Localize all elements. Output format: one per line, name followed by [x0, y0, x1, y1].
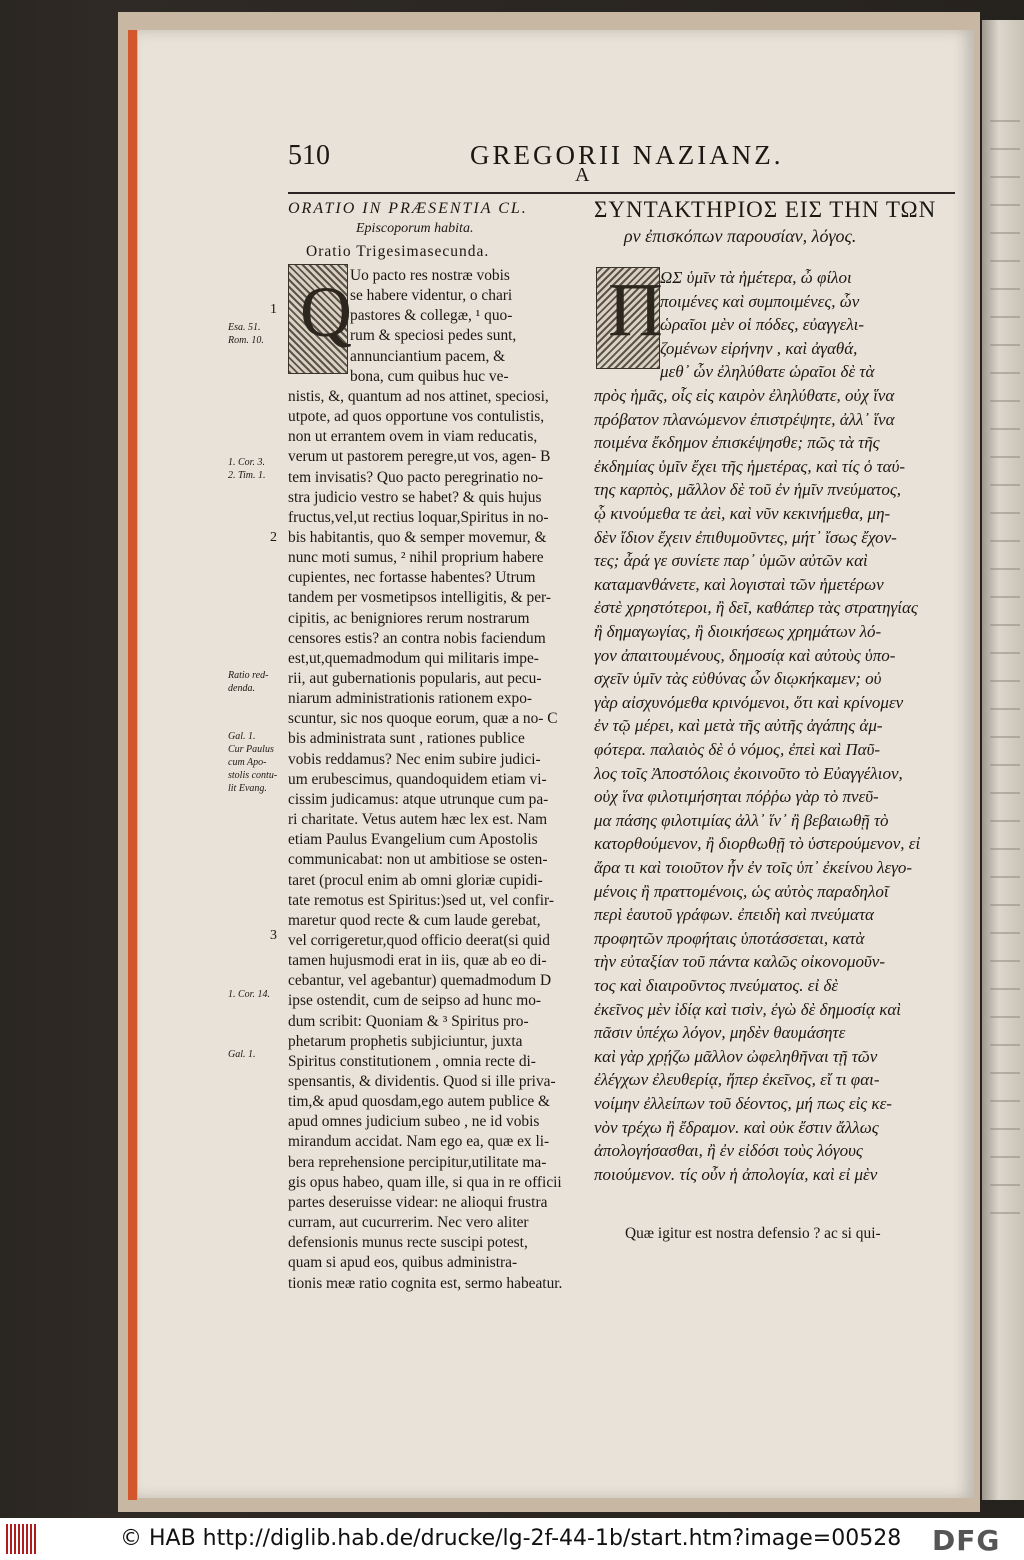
greek-text-line: ΩΣ ὑμῖν τὰ ἡμέτερα, ὦ φίλοι [660, 268, 852, 287]
margin-note: 1. Cor. 14. [228, 989, 270, 1000]
latin-text-line: gis opus habeo, quam ille, si qua in re officii [288, 1173, 562, 1191]
header-rule [288, 192, 955, 194]
latin-text-line: censores estis? an contra nobis faciendum [288, 629, 546, 647]
margin-note: Esa. 51. [228, 322, 261, 333]
facing-page-edge [982, 20, 1024, 1500]
latin-text-line: communicabat: non ut ambitiose se osten- [288, 851, 548, 869]
latin-title-line3: Oratio Trigesimasecunda. [306, 243, 490, 260]
greek-title-line1: ΣΥΝΤΑΚΤΗΡΙΟΣ ΕΙΣ ΤΗΝ ΤΩΝ [594, 197, 937, 222]
latin-text-line: tandem per vosmetipsos intelligitis, & per- [288, 589, 552, 607]
latin-text-line: est,ut,quemadmodum qui militaris impe- [288, 649, 539, 667]
greek-text-line: ἐν τῷ μέρει, καὶ μετὰ τῆς αὐτῆς ἀγάπης ἀμ- [594, 716, 883, 736]
greek-text-line: ἐστὲ χρηστότεροι, ἢ δεῖ, καθάπερ τὰς στρατηγίας [594, 598, 918, 618]
latin-text-line: pastores & collegæ, ¹ quo- [350, 307, 513, 325]
margin-note: 1. Cor. 3. [228, 457, 265, 468]
latin-text-line: ipse ostendit, cum de seipso ad hunc mo- [288, 992, 542, 1010]
latin-text-line: se habere videntur, o chari [350, 287, 513, 305]
greek-text-line: ἐλέγχων ἐλευθερίᾳ, ἤπερ ἐκεῖνος, εἴ τι φαι- [594, 1070, 880, 1090]
latin-text-line: verum ut pastorem peregre,ut vos, agen- B [288, 448, 551, 466]
page-number: 510 [288, 140, 330, 171]
latin-text-line: bis habitantis, quo & semper movemur, & [288, 528, 547, 546]
greek-text-line: πρὸς ἡμᾶς, οἷς εἰς καιρὸν ἐληλύθατε, οὐχ ἵνα [594, 386, 895, 405]
latin-text-line: nunc moti sumus, ² nihil proprium habere [288, 549, 544, 567]
latin-title-line2: Episcoporum habita. [356, 221, 474, 236]
greek-text-line: πρόβατον πλανώμενον ἐπιστρέψητε, ἀλλ᾽ ἵνα [594, 409, 895, 429]
margin-note: Cur Paulus [228, 744, 274, 755]
greek-text-line: μεθ᾽ ὧν ἐληλύθατε ὡραῖοι δὲ τὰ [660, 362, 875, 382]
greek-text-line: τος καὶ διαιροῦντος πνεύματος. εἰ δὲ [594, 976, 839, 995]
footnote-number-3: 3 [270, 928, 277, 943]
latin-text-line: phetarum prophetis subjiciuntur, juxta [288, 1032, 523, 1050]
latin-text-line: maretur quod recte & cum laude gerebat, [288, 911, 541, 929]
latin-text-line: cipitis, ac benigniores rerum nostrarum [288, 609, 530, 627]
latin-text-line: cupientes, nec fortasse habentes? Utrum [288, 569, 536, 587]
greek-text-line: ποιμένες καὶ συμποιμένες, ὧν [660, 291, 860, 311]
greek-text-line: νὸν τρέχω ἢ ἔδραμον. καὶ οὐκ ἔστιν ἄλλως [594, 1117, 879, 1137]
latin-text-line: bona, cum quibus huc ve- [350, 367, 509, 385]
latin-text-line: nistis, &, quantum ad nos attinet, speciosi, [288, 387, 549, 405]
latin-text-line: rii, aut gubernationis popularis, aut pecu- [288, 670, 542, 687]
footer-bar [0, 1518, 1024, 1560]
margin-note: Rom. 10. [228, 335, 264, 346]
greek-text-line: σχεῖν ὑμῖν τὰς εὐθύνας ὧν διῳκήκαμεν; οὐ [594, 669, 882, 689]
margin-note: stolis contu- [228, 770, 278, 781]
latin-text-line: tate remotus est Spiritus:)sed ut, vel confir- [288, 891, 554, 909]
latin-text-line: rum & speciosi pedes sunt, [350, 327, 517, 345]
latin-title-line1: ORATIO IN PRÆSENTIA CL. [288, 200, 528, 217]
latin-text-line: apud omnes judicium subeo , ne id vobis [288, 1113, 540, 1131]
greek-text-line: ἢ δημαγωγίας, ἢ διοικήσεως χρημάτων λό- [594, 622, 882, 641]
greek-text-line: φότερα. παλαιὸς δὲ ὁ νόμος, ἐπεὶ καὶ Παῦ- [594, 740, 881, 759]
latin-text-line: annunciantium pacem, & [350, 347, 506, 365]
greek-text-line: λος τοῖς Ἀποστόλοις ἐκοινοῦτο τὸ Εὐαγγέλιον, [594, 763, 903, 783]
latin-drop-cap-letter: Q [300, 272, 352, 352]
red-page-edge [128, 30, 137, 1500]
latin-text-line: taret (procul enim ab omni gloriæ cupidi- [288, 871, 543, 889]
greek-text-line: ᾧ κινούμεθα τε ἀεὶ, καὶ νῦν κεκινήμεθα, μη- [594, 504, 891, 523]
greek-text-line: ἀπολογήσασθαι, ἢ ἐν εἰδόσι τοὺς λόγους [594, 1141, 863, 1161]
margin-note: lit Evang. [228, 783, 267, 794]
latin-text-line: niarum administrationis rationem expo- [288, 690, 533, 708]
margin-note: denda. [228, 683, 255, 694]
latin-tail-line: Quæ igitur est nostra defensio ? ac si qui- [625, 1225, 881, 1242]
greek-text-line: τὴν εὐταξίαν τοῦ πάντα καλῶς οἰκονομοῦν- [594, 952, 885, 972]
latin-text-line: tim,& apud quosdam,ego autem publice & [288, 1093, 551, 1111]
greek-text-line: καὶ γὰρ χρῄζω μᾶλλον ὠφεληθῆναι τῇ τῶν [594, 1046, 878, 1066]
latin-text-line: tem invisatis? Quo pacto peregrinatio no- [288, 468, 544, 486]
latin-text-line: scuntur, sic nos quoque eorum, quæ a no- C [288, 710, 558, 728]
latin-text-line: mirandum accidat. Nam ego ea, quæ ex li- [288, 1133, 550, 1151]
latin-text-line: defensionis munus recte suscipi potest, [288, 1234, 528, 1252]
section-marker: A [575, 164, 590, 186]
latin-text-line: vobis reddamus? Nec enim subire judici- [288, 750, 541, 768]
latin-text-line: fructus,vel,ut rectius loquar,Spiritus in no- [288, 508, 549, 526]
greek-text-line: ὡραῖοι μὲν οἱ πόδες, εὐαγγελι- [660, 315, 865, 335]
greek-text-line: δὲν ἴδιον ἔχειν ἐπιθυμοῦντες, μήτ᾽ ἴσως ἔχον- [594, 527, 897, 547]
margin-note: 2. Tim. 1. [228, 470, 266, 481]
greek-text-line: προφητῶν προφήταις ὑποτάσσεται, κατὰ [594, 928, 865, 948]
latin-text-line: tamen hujusmodi erat in iis, quæ ab eo di- [288, 952, 547, 970]
greek-text-line: μένοις ἢ πραττομένοις, ὡς αὐτὸς παραδηλοῖ [594, 881, 889, 901]
greek-text-line: περὶ ἑαυτοῦ γράφων. ἐπειδὴ καὶ πνεύματα [594, 905, 874, 925]
margin-note: Ratio red- [228, 670, 269, 681]
latin-text-line: Uo pacto res nostræ vobis [350, 267, 510, 284]
greek-text-line: μα πάσης φιλοτιμίας ἀλλ᾽ ἵν᾽ ἢ βεβαιωθῇ τὸ [594, 810, 889, 830]
greek-text-line: ἐκεῖνος μὲν ἰδίᾳ καὶ τισὶν, ἐγὼ δὲ δημοσίᾳ καὶ [594, 999, 901, 1019]
greek-text-line: νοίμην ἐλλείπων τοῦ δέοντος, μή πως εἰς κε- [594, 1094, 892, 1113]
margin-note: Gal. 1. [228, 1049, 256, 1060]
greek-text-line: ἄρα τι καὶ τοιοῦτον ἦν ἐν τοῖς ὑπ᾽ ἐκείνου λεγο- [594, 858, 913, 877]
greek-drop-cap-letter: Π [608, 268, 663, 352]
latin-text-line: quam si apud eos, quibus administra- [288, 1254, 518, 1272]
margin-note: Gal. 1. [228, 731, 256, 742]
latin-text-line: tionis meæ ratio cognita est, sermo habeatur. [288, 1274, 563, 1292]
latin-text-line: cissim judicamus: atque utrunque cum pa- [288, 790, 549, 808]
greek-text-line: ἐκδημίας ὑμῖν ἔχει τῆς ἡμετέρας, καὶ τίς ὁ ταύ- [594, 456, 906, 476]
footnote-number-2: 2 [270, 530, 277, 545]
greek-text-line: ποιούμενον. τίς οὖν ἡ ἀπολογία, καὶ εἰ μὲν [594, 1164, 878, 1184]
greek-text-line: γον ἀπαιτουμένους, δημοσίᾳ καὶ αὐτοὺς ὑπο- [594, 645, 896, 665]
greek-text-line: ζομένων εἰρήνην , καὶ ἀγαθά, [660, 338, 858, 358]
latin-text-line: curram, aut cucurrerim. Nec vero aliter [288, 1214, 529, 1232]
latin-text-line: non ut errantem ovem in viam reducatis, [288, 428, 538, 446]
footnote-number-1: 1 [270, 302, 277, 317]
latin-text-line: ri charitate. Vetus autem hæc lex est. Nam [288, 811, 548, 829]
greek-text-line: οὐχ ἵνα φιλοτιμήσηται πόῤῥω γὰρ τὸ πνεῦ- [594, 787, 879, 807]
greek-text-line: γὰρ αἰσχυνόμεθα κρινόμενοι, ὅτι καὶ κρίνομεν [594, 692, 904, 712]
greek-title-line2: ρν ἐπισκόπων παρουσίαν, λόγος. [624, 226, 857, 246]
margin-note: cum Apo- [228, 757, 267, 768]
hab-logo-icon [6, 1524, 36, 1554]
dfg-logo: DFG [932, 1524, 1001, 1557]
latin-text-line: dum scribit: Quoniam & ³ Spiritus pro- [288, 1012, 529, 1030]
latin-text-line: um erubescimus, quandoquidem etiam vi- [288, 770, 547, 788]
latin-text-line: spensantis, & dividentis. Quod si ille priva- [288, 1073, 556, 1090]
greek-text-line: ποιμένα ἔκδημον ἐπισκέψησθε; πῶς τὰ τῆς [594, 433, 880, 453]
latin-text-line: etiam Paulus Evangelium cum Apostolis [288, 831, 538, 849]
latin-text-line: vel corrigeretur,quod officio deerat(si quid [288, 931, 550, 949]
latin-text-line: bis administrata sunt , rationes publice [288, 730, 525, 748]
latin-text-line: Spiritus constitutionem , omnia recte di- [288, 1052, 536, 1070]
greek-text-line: πᾶσιν ὑπέχω λόγον, μηδὲν θαυμάσητε [594, 1023, 846, 1043]
running-title: GREGORII NAZIANZ. [470, 140, 784, 170]
greek-text-line: τες; ἆρά γε συνίετε παρ᾽ ὑμῶν αὐτῶν καὶ [594, 551, 868, 571]
latin-text-line: bera reprehensione percipitur,utilitate ma- [288, 1153, 547, 1171]
latin-text-line: partes deseruisse videar: ne alioqui frustra [288, 1193, 548, 1211]
latin-text-line: utpote, ad quos opportune vos contulistis, [288, 408, 545, 426]
greek-text-line: κατορθούμενον, ἢ διορθωθῇ τὸ ὑστερούμενον, εἰ [594, 834, 921, 854]
greek-text-line: της καρπὸς, μᾶλλον δὲ τοῦ ἐν ἡμῖν πνεύματος, [594, 480, 902, 500]
greek-text-line: καταμανθάνετε, καὶ λογισταὶ τῶν ἡμετέρων [594, 574, 884, 594]
footer-copyright-link[interactable]: © HAB http://diglib.hab.de/drucke/lg-2f-44-1b/start.htm?image=00528 [120, 1526, 902, 1551]
latin-text-line: cebantur, vel agebantur) quemadmodum D [288, 972, 552, 990]
latin-text-line: stra judicio vestro se habet? & quis hujus [288, 488, 542, 506]
